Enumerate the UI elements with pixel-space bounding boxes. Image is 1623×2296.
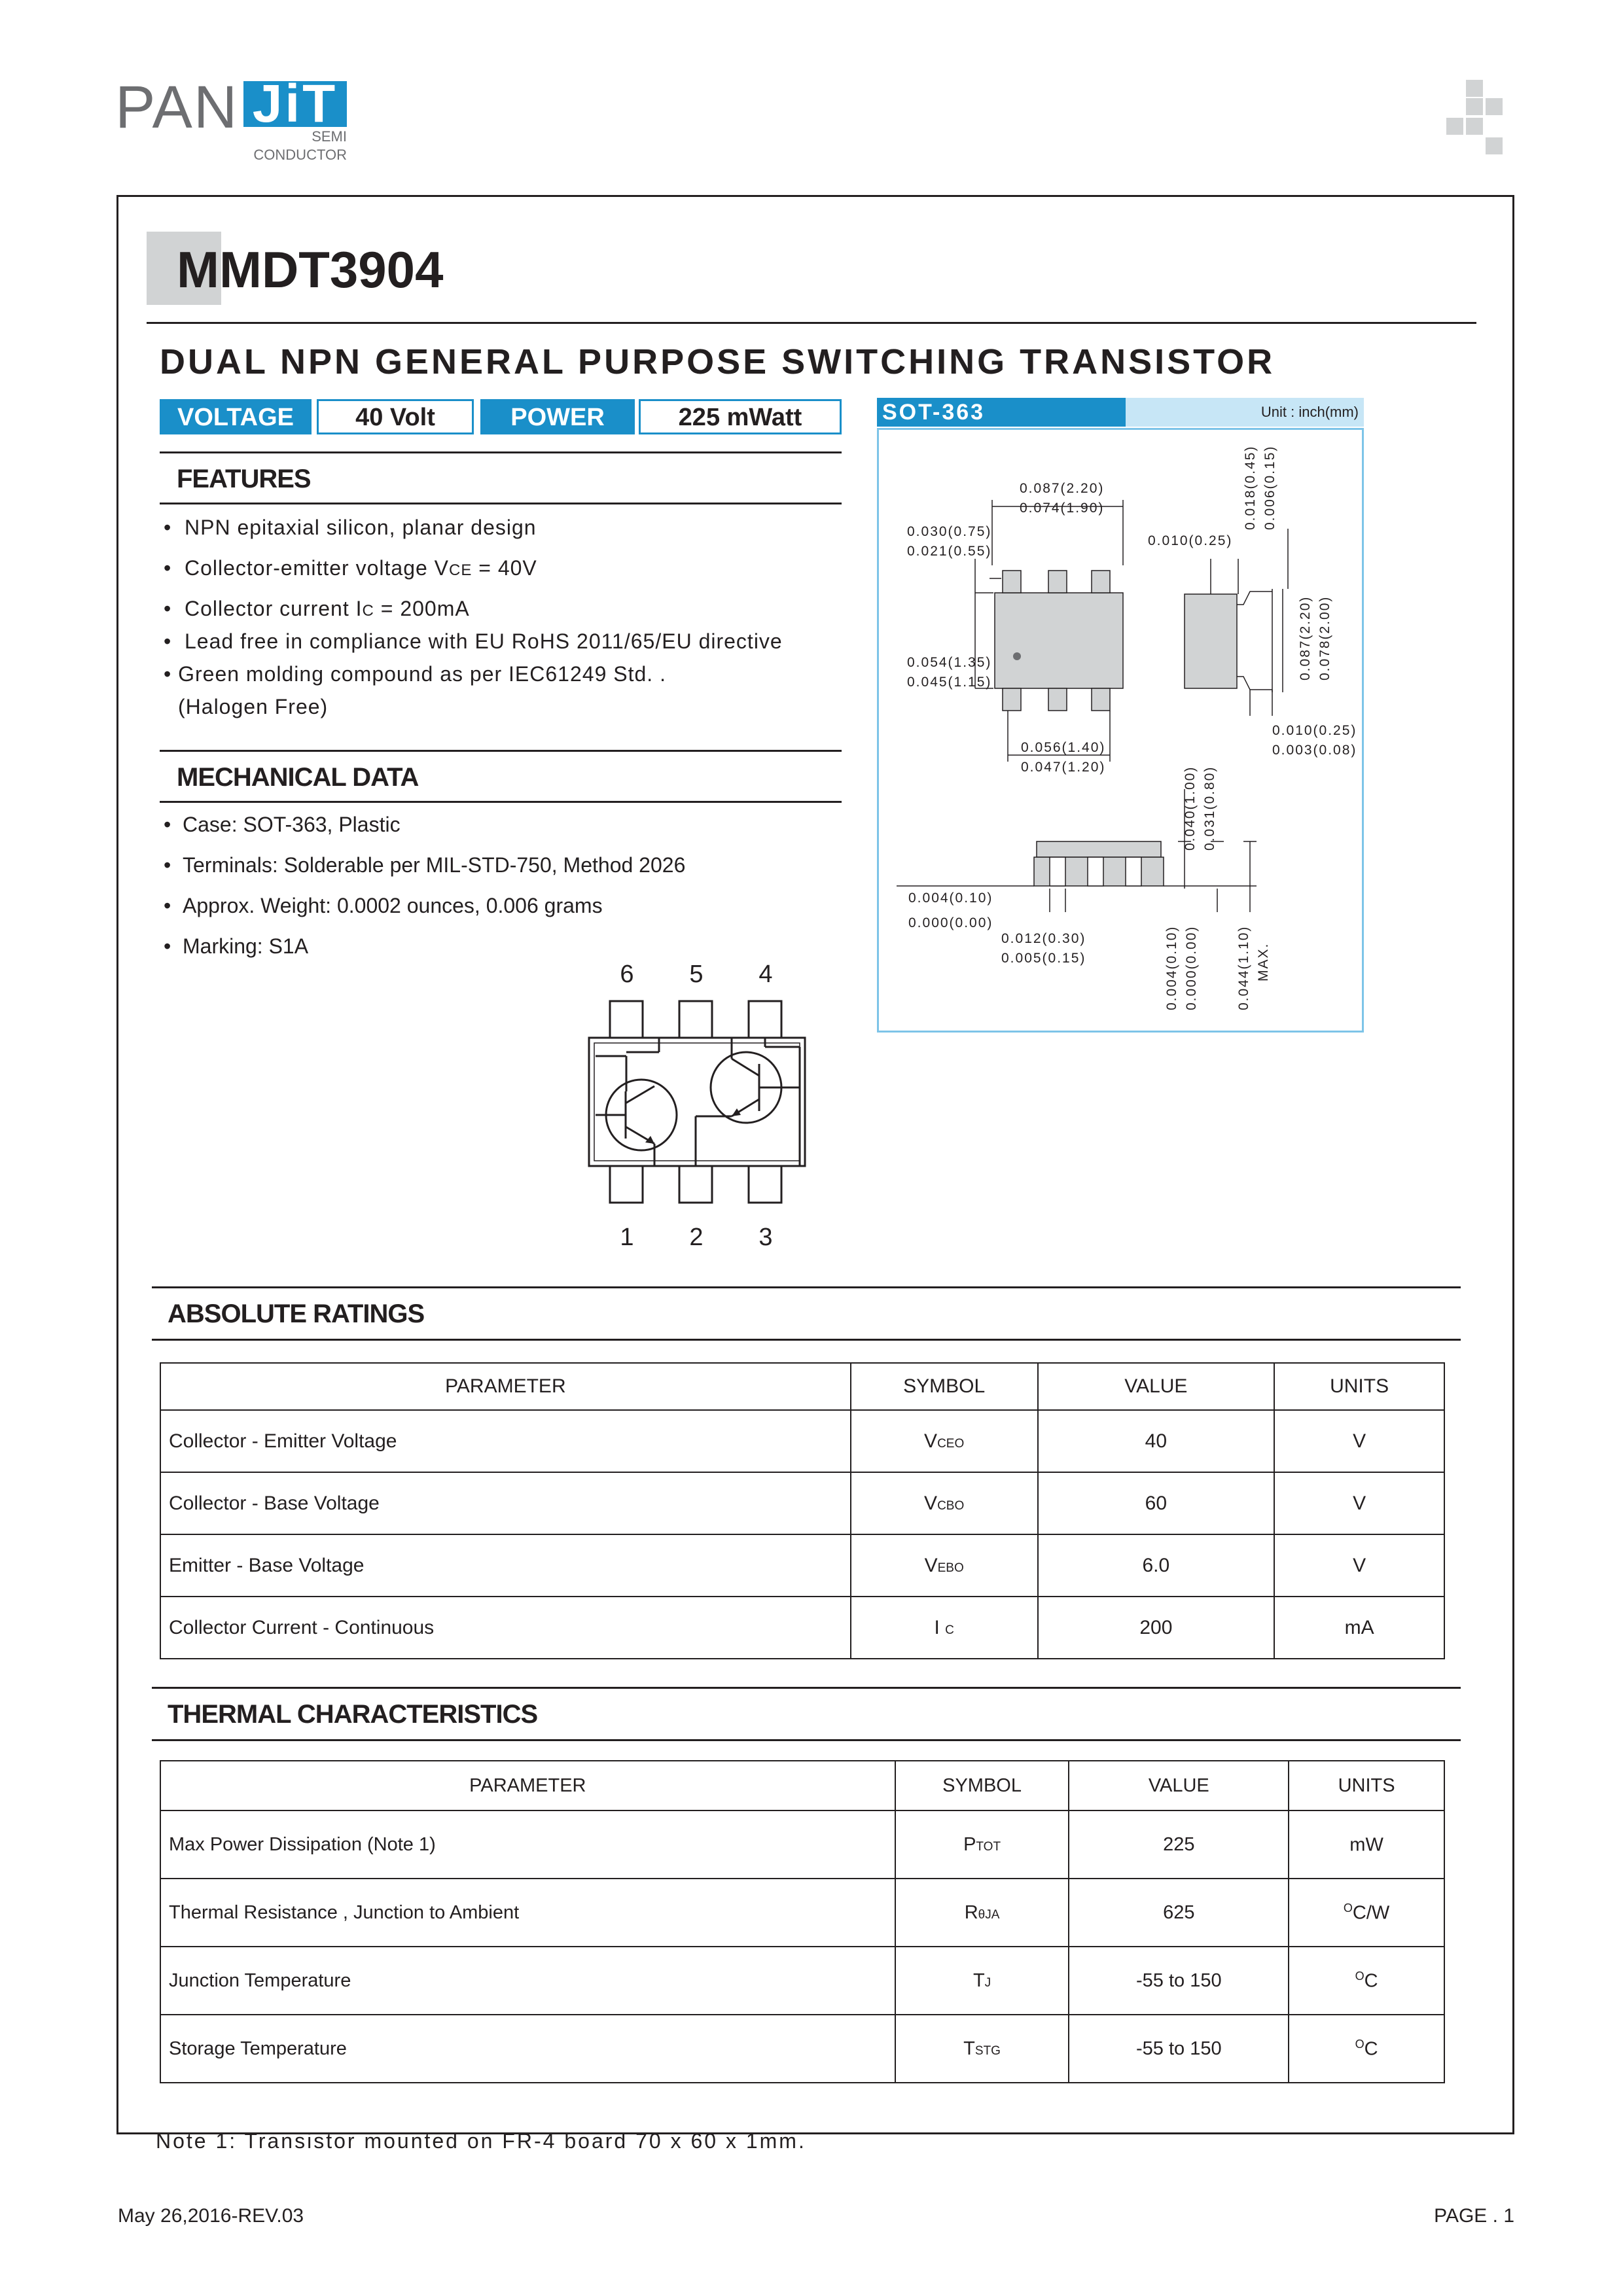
unit-cell: V	[1274, 1534, 1444, 1597]
dim-label: 0.087(2.20)	[1298, 595, 1313, 680]
thermal-rule-bottom	[152, 1739, 1461, 1741]
mech-rule-top	[160, 750, 842, 752]
header-cell: UNITS	[1289, 1761, 1444, 1810]
pin-label-6: 6	[620, 961, 634, 988]
table-header-row	[160, 1363, 1444, 1410]
table-row	[160, 1534, 1444, 1597]
header-cell: SYMBOL	[851, 1363, 1038, 1410]
dim-label: 0.045(1.15)	[907, 675, 992, 690]
abs-rule-bottom	[152, 1339, 1461, 1341]
package-unit: Unit : inch(mm)	[1126, 398, 1364, 427]
value-cell: -55 to 150	[1069, 2015, 1289, 2083]
unit-cell: $^O$C	[1289, 1947, 1444, 2015]
feature-item: • Collector current IC = 200mA	[164, 597, 470, 620]
pin-label-1: 1	[620, 1224, 634, 1251]
unit-cell: mA	[1274, 1597, 1444, 1659]
dim-label: 0.010(0.25)	[1272, 723, 1357, 738]
symbol-cell: TSTG	[895, 2015, 1069, 2083]
absolute-ratings-heading: ABSOLUTE RATINGS	[168, 1299, 425, 1328]
symbol-cell: RθJA	[895, 1879, 1069, 1947]
dim-label: 0.005(0.15)	[1001, 951, 1086, 966]
table-row	[160, 1410, 1444, 1472]
mechanical-item: • Terminals: Solderable per MIL-STD-750, Method 2026	[164, 853, 686, 877]
unit-cell: V	[1274, 1472, 1444, 1534]
absolute-ratings-table	[160, 1362, 1445, 1659]
param-cell: Collector - Emitter Voltage	[160, 1410, 851, 1472]
page-subtitle: DUAL NPN GENERAL PURPOSE SWITCHING TRANSISTOR	[160, 342, 1275, 381]
pinout-diagram	[582, 995, 818, 1217]
value-cell: 60	[1038, 1472, 1275, 1534]
value-cell: -55 to 150	[1069, 1947, 1289, 2015]
param-cell: Thermal Resistance , Junction to Ambient	[160, 1879, 895, 1947]
value-cell: 6.0	[1038, 1534, 1275, 1597]
value-cell: 625	[1069, 1879, 1289, 1947]
dim-label: 0.087(2.20)	[1020, 481, 1105, 496]
package-name: SOT-363	[877, 398, 1126, 427]
param-cell: Storage Temperature	[160, 2015, 895, 2083]
table-row	[160, 2015, 1444, 2083]
mechanical-item: • Marking: S1A	[164, 934, 309, 958]
param-cell: Collector - Base Voltage	[160, 1472, 851, 1534]
param-cell: Collector Current - Continuous	[160, 1597, 851, 1659]
header-cell: PARAMETER	[160, 1761, 895, 1810]
table-row	[160, 1810, 1444, 1879]
param-cell: Emitter - Base Voltage	[160, 1534, 851, 1597]
dim-label: 0.047(1.20)	[1021, 760, 1106, 775]
power-value: 225 mWatt	[639, 399, 842, 434]
table-row	[160, 1879, 1444, 1947]
dim-label: 0.078(2.00)	[1317, 595, 1332, 680]
mechanical-heading: MECHANICAL DATA	[177, 763, 419, 792]
unit-cell: V	[1274, 1410, 1444, 1472]
dim-label: 0.004(0.10)	[908, 891, 993, 906]
title-rule	[147, 322, 1476, 324]
dim-label: 0.031(0.80)	[1202, 766, 1217, 851]
unit-cell: $^O$C	[1289, 2015, 1444, 2083]
logo-jit: JiT	[252, 74, 338, 133]
pin-label-2: 2	[689, 1224, 704, 1251]
power-label: POWER	[480, 399, 635, 434]
thermal-rule-top	[152, 1687, 1461, 1689]
unit-cell: mW	[1289, 1810, 1444, 1879]
header-cell: UNITS	[1274, 1363, 1444, 1410]
dim-label: 0.006(0.15)	[1262, 445, 1277, 530]
logo-pan: PAN	[115, 74, 239, 141]
feature-item: • Collector-emitter voltage VCE = 40V	[164, 556, 537, 580]
checker-icon	[1440, 80, 1518, 156]
voltage-value: 40 Volt	[317, 399, 474, 434]
param-cell: Junction Temperature	[160, 1947, 895, 2015]
logo-semi: SEMI	[312, 128, 347, 145]
dim-label: 0.054(1.35)	[907, 655, 992, 670]
features-rule-bottom	[160, 503, 842, 504]
dim-label: 0.021(0.55)	[907, 544, 992, 559]
dim-label: 0.030(0.75)	[907, 524, 992, 539]
table-row	[160, 1947, 1444, 2015]
feature-item: • Green molding compound as per IEC61249 Std. .	[164, 662, 666, 686]
dim-label: 0.000(0.00)	[908, 915, 993, 930]
voltage-label: VOLTAGE	[160, 399, 312, 434]
symbol-cell: PTOT	[895, 1810, 1069, 1879]
dim-label: 0.004(0.10)	[1164, 925, 1179, 1010]
unit-cell: $^O$C/W	[1289, 1879, 1444, 1947]
thermal-heading: THERMAL CHARACTERISTICS	[168, 1700, 538, 1729]
dim-label: MAX.	[1256, 942, 1271, 981]
note-text: Note 1: Transistor mounted on FR-4 board 70 x 60 x 1mm.	[156, 2129, 806, 2153]
part-number: MMDT3904	[177, 241, 444, 298]
table-row	[160, 1597, 1444, 1659]
param-cell: Max Power Dissipation (Note 1)	[160, 1810, 895, 1879]
symbol-cell: VEBO	[851, 1534, 1038, 1597]
logo-conductor: CONDUCTOR	[253, 147, 347, 163]
pin-label-5: 5	[689, 961, 704, 988]
pin-label-4: 4	[758, 961, 773, 988]
thermal-table	[160, 1760, 1445, 2083]
dim-label: 0.010(0.25)	[1148, 533, 1233, 548]
footer-page: PAGE . 1	[1434, 2205, 1514, 2227]
features-rule-top	[160, 451, 842, 453]
mechanical-item: • Approx. Weight: 0.0002 ounces, 0.006 grams	[164, 894, 603, 917]
symbol-cell: VCBO	[851, 1472, 1038, 1534]
dim-label: 0.044(1.10)	[1236, 925, 1251, 1010]
value-cell: 200	[1038, 1597, 1275, 1659]
feature-item: (Halogen Free)	[178, 695, 329, 718]
dim-label: 0.000(0.00)	[1184, 925, 1199, 1010]
symbol-cell: I C	[851, 1597, 1038, 1659]
symbol-cell: TJ	[895, 1947, 1069, 2015]
abs-rule-top	[152, 1286, 1461, 1288]
feature-item: • Lead free in compliance with EU RoHS 2011/65/EU directive	[164, 629, 783, 653]
feature-item: • NPN epitaxial silicon, planar design	[164, 516, 537, 539]
dim-label: 0.018(0.45)	[1243, 445, 1258, 530]
dim-label: 0.074(1.90)	[1020, 501, 1105, 516]
dim-label: 0.012(0.30)	[1001, 931, 1086, 946]
value-cell: 225	[1069, 1810, 1289, 1879]
header-cell: VALUE	[1038, 1363, 1275, 1410]
value-cell: 40	[1038, 1410, 1275, 1472]
pin-label-3: 3	[758, 1224, 773, 1251]
header-cell: SYMBOL	[895, 1761, 1069, 1810]
symbol-cell: VCEO	[851, 1410, 1038, 1472]
features-heading: FEATURES	[177, 465, 311, 493]
header-cell: PARAMETER	[160, 1363, 851, 1410]
dim-label: 0.040(1.00)	[1183, 766, 1198, 851]
footer-date-rev: May 26,2016-REV.03	[118, 2205, 304, 2227]
mech-rule-bottom	[160, 801, 842, 803]
table-row	[160, 1472, 1444, 1534]
mechanical-item: • Case: SOT-363, Plastic	[164, 813, 401, 836]
dim-label: 0.003(0.08)	[1272, 743, 1357, 758]
table-header-row	[160, 1761, 1444, 1810]
dim-label: 0.056(1.40)	[1021, 740, 1106, 755]
header-cell: VALUE	[1069, 1761, 1289, 1810]
